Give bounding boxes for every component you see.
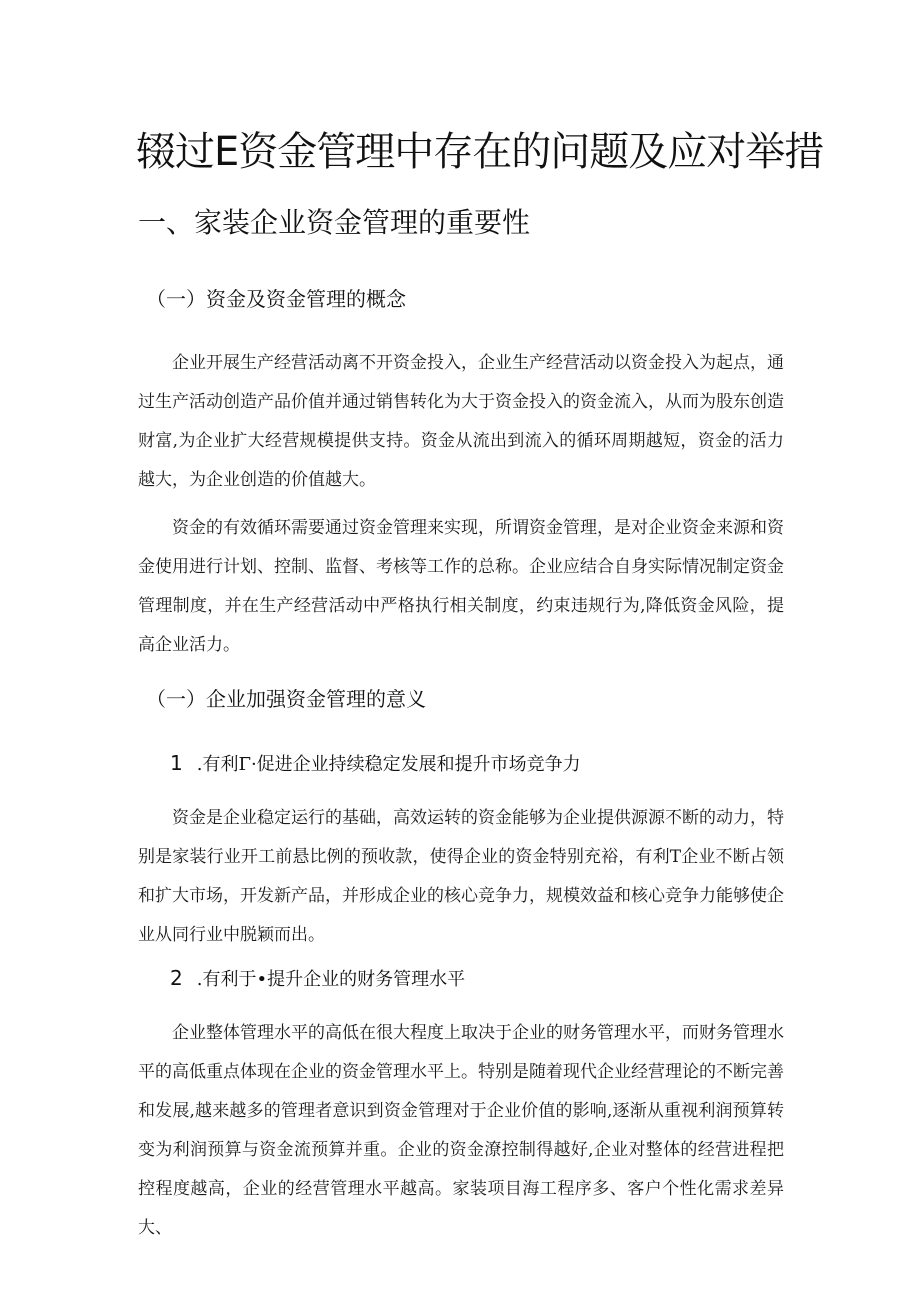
paragraph: 企业整体管理水平的高低在很大程度上取决于企业的财务管理水平，而财务管理水平的高低重点体现在企业的资金管理水平上。特别是随着现代企业经营理论的不断完善和发展,越来越多的管理者意识到资金管理对于企业价值的影响,逐渐从重视利润预算转变为利润预算与资金流预算并重。企业的资金潦控制得越好,企业对整体的经营进程把控程度越高，企业的经营管理水平越高。家装项目海工程序多、客户个性化需求差异大、 — [138, 1023, 784, 1238]
paragraph: 资金的有效循环需要通过资金管理来实现，所谓资金管理，是对企业资金来源和资金使用进行计划、控制、监督、考核等工作的总称。企业应结合自身实际情况制定资金管理制度，并在生产经营活动中严格执行相关制度，约束违规行为,降低资金风险，提高企业活力。 — [138, 518, 784, 655]
item-heading-text: .有利Γ·促进企业持续稳定发展和提升市场竞争力 — [196, 754, 581, 775]
subsection-heading: （一）企业加强资金管理的意义 — [146, 687, 426, 711]
item-number: 2 — [170, 966, 183, 990]
subsection-heading: （一）资金及资金管理的概念 — [146, 287, 406, 311]
item-heading-text: .有利于•提升企业的财务管理水平 — [196, 969, 466, 990]
paragraph: 资金是企业稳定运行的基础，高效运转的资金能够为企业提供源源不断的动力，特别是家装行业开工前悬比例的预收款，使得企业的资金特别充裕，有利T企业不断占领和扩大市场，开发新产品，并形成企业的核心竞争力，规模效益和核心竞争力能够使企业从同行业中脱颖而出。 — [138, 808, 784, 945]
document-title: 辍过E资金管理中存在的问题及应对举措 — [136, 129, 824, 175]
section-heading: 一、家装企业资金管理的重要性 — [138, 206, 531, 239]
item-heading — [170, 964, 465, 994]
paragraph: 企业开展生产经营活动离不开资金投入，企业生产经营活动以资金投入为起点，通过生产活动创造产品价值并通过销售转化为大于资金投入的资金流入，从而为股东创造财富,为企业扩大经营规模提供支持。资金从流出到流入的循环周期越短，资金的活力越大，为企业创造的价值越大。 — [138, 353, 784, 490]
item-heading — [170, 749, 581, 779]
item-number: 1 — [170, 751, 183, 775]
